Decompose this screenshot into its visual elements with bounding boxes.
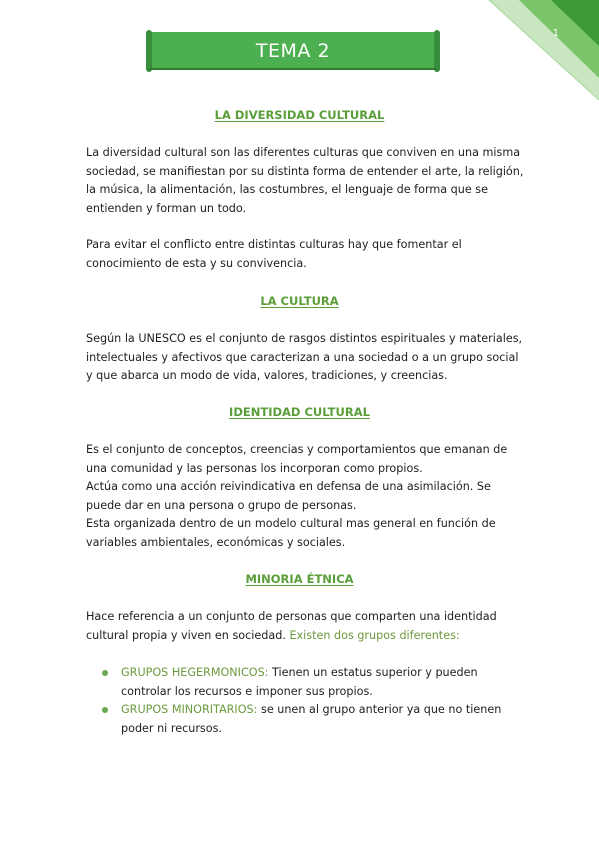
bullet-icon [102,670,108,676]
minoria-text: Hace referencia a un conjunto de personas que comparten una identidad cultural propia y viven en sociedad. [86,610,497,642]
heading-identidad: IDENTIDAD CULTURAL [229,405,370,419]
bullet-text: Tienen un estatus superior y pueden controlar los recursos e imponer sus propios. [121,666,478,698]
heading-diversidad: LA DIVERSIDAD CULTURAL [214,108,385,122]
bullet-text: se unen al grupo anterior ya que no tienen poder ni recursos. [121,703,502,735]
bullet-term: GRUPOS HEGERMONICOS: [121,666,269,679]
paragraph-diversidad-2: Para evitar el conflicto entre distintas culturas hay que fomentar el conocimiento de esta y su convivencia. [86,238,462,270]
paragraph-cultura: Según la UNESCO es el conjunto de rasgos distintos espirituales y materiales, intelectuales y afectivos que caracterizan a una sociedad o a un grupo social y que abarca un modo de vida, valores, tradiciones, y creencias. [86,332,523,382]
list-item [100,701,520,738]
title-banner [146,30,440,72]
paragraph-identidad-2: Actúa como una acción reivindicativa en defensa de una asimilación. Se puede dar en una persona o grupo de personas. [86,480,491,512]
bullet-icon [102,707,108,713]
paragraph-identidad-3: Esta organizada dentro de un modelo cultural mas general en función de variables ambientales, económicas y sociales. [86,517,496,549]
page-number: 1 [552,28,559,39]
heading-cultura: LA CULTURA [260,294,339,308]
list-item [100,664,520,701]
paragraph-minoria [86,608,526,645]
corner-decoration [459,0,599,110]
page-title: TEMA 2 [255,40,331,62]
paragraph-identidad-1: Es el conjunto de conceptos, creencias y comportamientos que emanan de una comunidad y las personas los incorporan como propios. [86,443,508,475]
heading-minoria: MINORIA ÉTNICA [245,572,354,586]
paragraph-diversidad-1: La diversidad cultural son las diferentes culturas que conviven en una misma sociedad, se manifiestan por su distinta forma de entender el arte, la religión, la música, la alimentación, las costumbres, el lenguaje de forma que se entienden y forman un todo. [86,146,524,215]
minoria-highlight: Existen dos grupos diferentes: [289,628,460,642]
groups-list [100,664,520,738]
bullet-term: GRUPOS MINORITARIOS: [121,703,258,716]
